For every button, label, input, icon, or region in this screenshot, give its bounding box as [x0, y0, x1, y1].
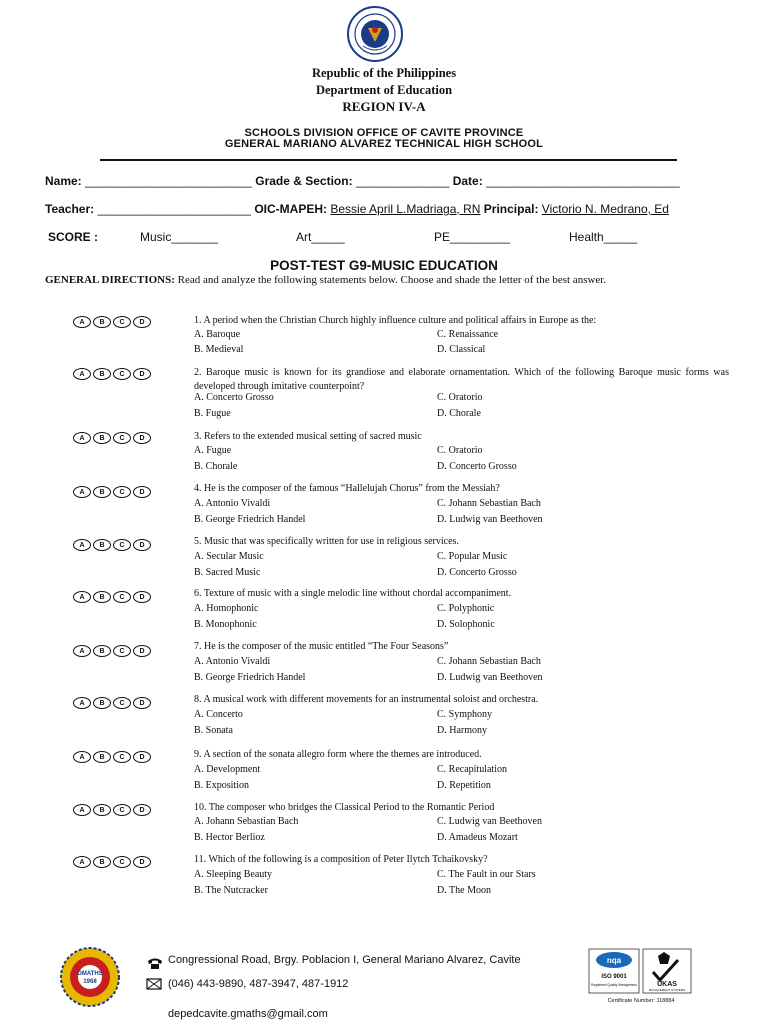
answer-bubble-c[interactable]: C	[113, 368, 131, 380]
answer-bubble-b[interactable]: B	[93, 432, 111, 444]
option-d: D. Amadeus Mozart	[437, 832, 518, 843]
option-d: D. Harmony	[437, 725, 487, 736]
answer-bubble-b[interactable]: B	[93, 751, 111, 763]
option-b: B. Hector Berlioz	[194, 832, 265, 843]
answer-bubble-d[interactable]: D	[133, 486, 151, 498]
ukas-sub: MANAGEMENT SYSTEMS	[648, 988, 686, 992]
question-text: 11. Which of the following is a composition of Peter Ilytch Tchaikovsky?	[194, 854, 488, 865]
name-label: Name:	[45, 174, 82, 188]
answer-bubbles	[73, 697, 151, 711]
option-c: C. Recapitulation	[437, 764, 507, 775]
directions-label: GENERAL DIRECTIONS:	[45, 274, 175, 286]
option-c: C. Ludwig van Beethoven	[437, 816, 542, 827]
iso-label: ISO 9001	[601, 974, 627, 980]
question-text: 4. He is the composer of the famous “Hallelujah Chorus” from the Messiah?	[194, 483, 500, 494]
question-text: 6. Texture of music with a single melodic line without chordal accompaniment.	[194, 588, 512, 599]
iso-brand: nqa	[606, 956, 622, 965]
question-text: 8. A musical work with different movements for an instrumental soloist and orchestra.	[194, 694, 539, 705]
footer-phone: (046) 443-9890, 487-3947, 487-1912	[168, 978, 349, 990]
answer-bubbles	[73, 804, 151, 818]
score-label: SCORE :	[48, 230, 99, 244]
option-a: A. Secular Music	[194, 551, 264, 562]
principal-value: Victorio N. Medrano, Ed	[541, 202, 669, 216]
answer-bubble-a[interactable]: A	[73, 804, 91, 816]
question-text: 2. Baroque music is known for its grandiose and elaborate ornamentation. Which of the following Baroque music forms was developed through imitative counterpoint?	[194, 367, 729, 392]
option-a: A. Homophonic	[194, 603, 259, 614]
answer-bubble-d[interactable]: D	[133, 804, 151, 816]
option-d: D. Ludwig van Beethoven	[437, 514, 543, 525]
option-c: C. Oratorio	[437, 392, 483, 403]
answer-bubble-a[interactable]: A	[73, 856, 91, 868]
answer-bubbles	[73, 539, 151, 553]
answer-bubble-d[interactable]: D	[133, 539, 151, 551]
answer-bubbles	[73, 856, 151, 870]
question-text: 1. A period when the Christian Church highly influence culture and political affairs in Europe as the:	[194, 315, 597, 326]
art-score-field[interactable]: Art_____	[296, 230, 345, 244]
option-b: B. Monophonic	[194, 619, 257, 630]
option-a: A. Development	[194, 764, 261, 775]
option-a: A. Concerto	[194, 709, 243, 720]
certificate-number: Certificate Number: 118884	[607, 998, 675, 1004]
answer-bubble-d[interactable]: D	[133, 591, 151, 603]
iso-certification-logo	[588, 948, 694, 1004]
answer-bubble-a[interactable]: A	[73, 486, 91, 498]
answer-bubble-b[interactable]: B	[93, 645, 111, 657]
date-field[interactable]: _____________________________	[486, 174, 680, 188]
option-b: B. Sonata	[194, 725, 233, 736]
answer-bubble-d[interactable]: D	[133, 856, 151, 868]
music-score-field[interactable]: Music_______	[140, 230, 219, 244]
answer-bubble-d[interactable]: D	[133, 697, 151, 709]
option-a: A. Sleeping Beauty	[194, 869, 273, 880]
answer-bubble-d[interactable]: D	[133, 432, 151, 444]
answer-bubble-c[interactable]: C	[113, 486, 131, 498]
option-d: D. Concerto Grosso	[437, 461, 517, 472]
option-d: D. The Moon	[437, 885, 491, 896]
directions-text: Read and analyze the following statements below. Choose and shade the letter of the best answer.	[177, 274, 607, 286]
grade-field[interactable]: ______________	[355, 174, 450, 188]
teacher-label: Teacher:	[45, 202, 95, 216]
health-score-field[interactable]: Health_____	[569, 230, 638, 244]
option-b: B. The Nutcracker	[194, 885, 268, 896]
answer-bubble-b[interactable]: B	[93, 856, 111, 868]
question-text: 7. He is the composer of the music entitled “The Four Seasons”	[194, 641, 449, 652]
option-d: D. Ludwig van Beethoven	[437, 672, 543, 683]
answer-bubble-a[interactable]: A	[73, 751, 91, 763]
option-c: C. Symphony	[437, 709, 493, 720]
option-c: C. The Fault in our Stars	[437, 869, 536, 880]
fax-icon	[146, 978, 162, 990]
deped-seal-logo	[337, 6, 413, 62]
school-logo	[50, 946, 130, 1008]
answer-bubble-a[interactable]: A	[73, 697, 91, 709]
option-b: B. Fugue	[194, 408, 231, 419]
answer-bubbles	[73, 591, 151, 605]
option-c: C. Johann Sebastian Bach	[437, 498, 541, 509]
answer-bubble-d[interactable]: D	[133, 645, 151, 657]
answer-bubble-a[interactable]: A	[73, 591, 91, 603]
grade-label: Grade & Section:	[255, 174, 353, 188]
ukas-label: UKAS	[657, 981, 677, 988]
option-a: A. Antonio Vivaldi	[194, 656, 271, 667]
answer-bubble-a[interactable]: A	[73, 432, 91, 444]
question-text: 3. Refers to the extended musical setting of sacred music	[194, 431, 422, 442]
answer-bubble-c[interactable]: C	[113, 539, 131, 551]
answer-bubble-b[interactable]: B	[93, 368, 111, 380]
oic-label: OIC-MAPEH:	[254, 202, 327, 216]
teacher-field[interactable]: _______________________	[97, 202, 251, 216]
answer-bubble-a[interactable]: A	[73, 645, 91, 657]
option-d: D. Repetition	[437, 780, 491, 791]
answer-bubble-c[interactable]: C	[113, 804, 131, 816]
answer-bubble-b[interactable]: B	[93, 804, 111, 816]
answer-bubble-c[interactable]: C	[113, 645, 131, 657]
answer-bubbles	[73, 368, 151, 382]
answer-bubble-b[interactable]: B	[93, 486, 111, 498]
answer-bubble-b[interactable]: B	[93, 591, 111, 603]
option-b: B. Medieval	[194, 344, 244, 355]
question-text: 5. Music that was specifically written for use in religious services.	[194, 536, 459, 547]
footer-email[interactable]: depedcavite.gmaths@gmail.com	[168, 1008, 328, 1020]
phone-icon	[146, 956, 164, 970]
option-a: A. Antonio Vivaldi	[194, 498, 271, 509]
option-d: D. Chorale	[437, 408, 481, 419]
school-logo-text: GMATHS	[77, 971, 103, 977]
answer-bubble-d[interactable]: D	[133, 316, 151, 328]
name-field[interactable]: _________________________	[85, 174, 252, 188]
option-a: A. Baroque	[194, 329, 241, 340]
option-c: C. Polyphonic	[437, 603, 495, 614]
answer-bubbles	[73, 751, 151, 765]
header-divider	[100, 159, 677, 161]
option-b: B. George Friedrich Handel	[194, 514, 306, 525]
option-c: C. Oratorio	[437, 445, 483, 456]
option-b: B. Chorale	[194, 461, 238, 472]
answer-bubble-b[interactable]: B	[93, 539, 111, 551]
answer-bubbles	[73, 432, 151, 446]
option-a: A. Fugue	[194, 445, 232, 456]
region-heading: REGION IV-A	[342, 99, 426, 114]
footer-address: Congressional Road, Brgy. Poblacion I, General Mariano Alvarez, Cavite	[168, 954, 521, 966]
question-text: 10. The composer who bridges the Classical Period to the Romantic Period	[194, 802, 495, 813]
principal-label: Principal:	[483, 202, 539, 216]
general-directions	[45, 274, 606, 286]
iso-sub: Registered Quality Management	[591, 983, 637, 987]
answer-bubble-c[interactable]: C	[113, 432, 131, 444]
option-d: D. Concerto Grosso	[437, 567, 517, 578]
option-b: B. George Friedrich Handel	[194, 672, 306, 683]
division-heading: SCHOOLS DIVISION OFFICE OF CAVITE PROVINCE	[244, 127, 524, 139]
school-heading: GENERAL MARIANO ALVAREZ TECHNICAL HIGH SCHOOL	[224, 138, 544, 150]
date-label: Date:	[452, 174, 483, 188]
option-b: B. Sacred Music	[194, 567, 261, 578]
option-d: D. Solophonic	[437, 619, 495, 630]
test-title: POST-TEST G9-MUSIC EDUCATION	[270, 258, 498, 273]
option-c: C. Popular Music	[437, 551, 508, 562]
option-d: D. Classical	[437, 344, 486, 355]
option-a: A. Johann Sebastian Bach	[194, 816, 299, 827]
republic-heading: Republic of the Philippines	[311, 66, 457, 80]
question-text: 9. A section of the sonata allegro form where the themes are introduced.	[194, 749, 482, 760]
student-info-row	[45, 174, 680, 188]
answer-bubbles	[73, 316, 151, 330]
answer-bubbles	[73, 645, 151, 659]
option-c: C. Renaissance	[437, 329, 499, 340]
answer-bubble-c[interactable]: C	[113, 316, 131, 328]
answer-bubbles	[73, 486, 151, 500]
answer-bubble-d[interactable]: D	[133, 751, 151, 763]
answer-bubble-b[interactable]: B	[93, 697, 111, 709]
teacher-info-row	[45, 202, 669, 216]
answer-bubble-a[interactable]: A	[73, 316, 91, 328]
answer-bubble-b[interactable]: B	[93, 316, 111, 328]
oic-value: Bessie April L.Madriaga, RN	[330, 202, 481, 216]
option-a: A. Concerto Grosso	[194, 392, 274, 403]
option-b: B. Exposition	[194, 780, 250, 791]
department-heading: Department of Education	[315, 83, 453, 97]
answer-bubble-c[interactable]: C	[113, 856, 131, 868]
answer-bubble-a[interactable]: A	[73, 368, 91, 380]
answer-bubble-d[interactable]: D	[133, 368, 151, 380]
school-logo-year: 1968	[83, 979, 97, 985]
answer-bubble-c[interactable]: C	[113, 697, 131, 709]
pe-score-field[interactable]: PE_________	[434, 230, 511, 244]
answer-bubble-c[interactable]: C	[113, 751, 131, 763]
answer-bubble-c[interactable]: C	[113, 591, 131, 603]
option-c: C. Johann Sebastian Bach	[437, 656, 541, 667]
answer-bubble-a[interactable]: A	[73, 539, 91, 551]
